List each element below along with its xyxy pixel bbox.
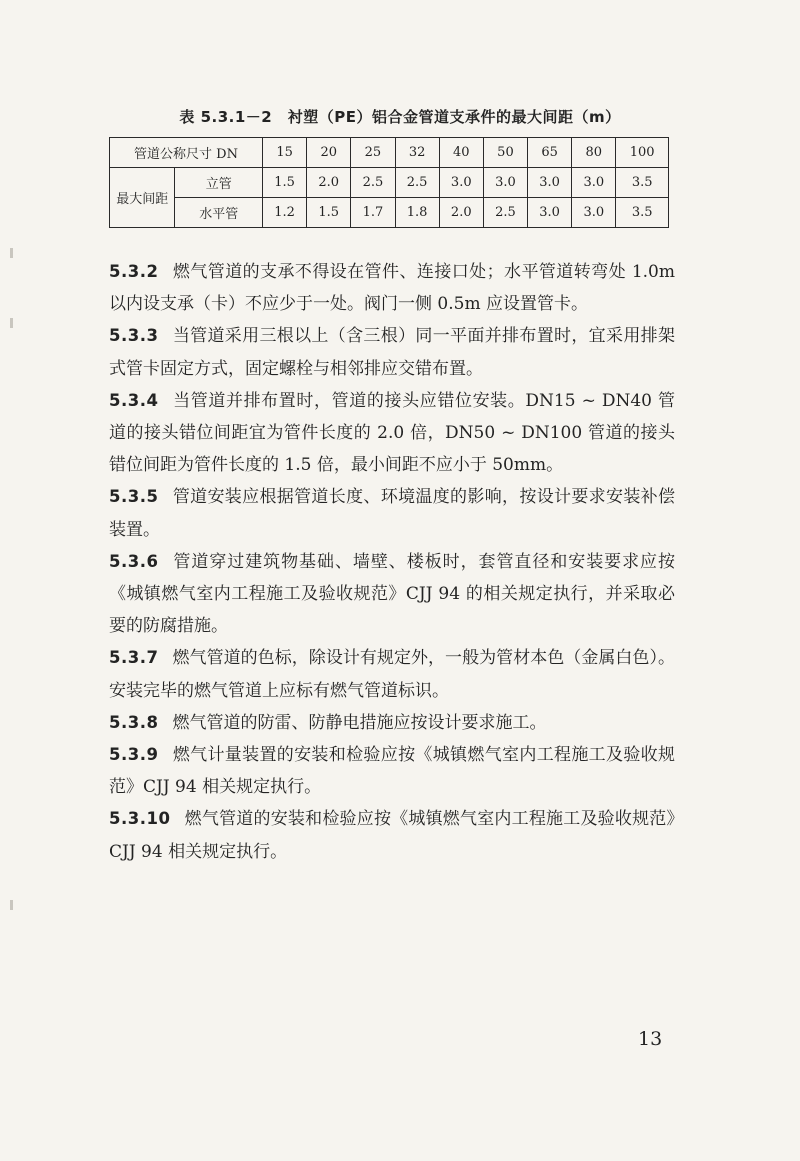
clause-number: 5.3.10	[109, 809, 171, 829]
value-cell: 1.2	[263, 198, 307, 228]
clause-number: 5.3.8	[109, 712, 159, 732]
table-row	[110, 198, 669, 228]
size-cell: 50	[483, 138, 527, 168]
value-cell: 1.5	[307, 198, 351, 228]
scan-edge-mark	[10, 900, 13, 910]
value-cell: 3.5	[616, 198, 669, 228]
max-spacing-label: 最大间距	[110, 168, 175, 228]
scan-edge-mark	[10, 318, 13, 328]
clause-text: 燃气管道的安装和检验应按《城镇燃气室内工程施工及验收规范》CJJ 94 相关规定执行。	[109, 809, 675, 862]
clause-number: 5.3.9	[109, 745, 159, 765]
clause-text: 燃气计量装置的安装和检验应按《城镇燃气室内工程施工及验收规范》CJJ 94 相关规定执行。	[109, 745, 675, 798]
table-row	[110, 168, 669, 198]
size-cell: 65	[528, 138, 572, 168]
clause-5-3-4	[109, 385, 675, 482]
clause-list	[109, 256, 675, 868]
nominal-size-header: 管道公称尺寸 DN	[110, 138, 263, 168]
value-cell: 2.5	[351, 168, 395, 198]
scan-edge-mark	[10, 248, 13, 258]
value-cell: 2.5	[483, 198, 527, 228]
value-cell: 3.0	[528, 168, 572, 198]
support-spacing-table	[109, 137, 669, 228]
clause-number: 5.3.3	[109, 326, 159, 346]
clause-5-3-8	[109, 707, 675, 739]
size-cell: 80	[572, 138, 616, 168]
clause-text: 燃气管道的色标，除设计有规定外，一般为管材本色（金属白色）。安装完毕的燃气管道上应标有燃气管道标识。	[109, 648, 675, 701]
clause-text: 燃气管道的支承不得设在管件、连接口处；水平管道转弯处 1.0m 以内设支承（卡）不应少于一处。阀门一侧 0.5m 应设置管卡。	[109, 262, 675, 315]
value-cell: 3.0	[439, 168, 483, 198]
clause-text: 当管道采用三根以上（含三根）同一平面并排布置时，宜采用排架式管卡固定方式，固定螺栓与相邻排应交错布置。	[109, 326, 675, 379]
value-cell: 2.5	[395, 168, 439, 198]
clause-number: 5.3.6	[109, 551, 159, 571]
clause-text: 管道安装应根据管道长度、环境温度的影响，按设计要求安装补偿装置。	[109, 487, 675, 540]
value-cell: 3.0	[483, 168, 527, 198]
clause-text: 管道穿过建筑物基础、墙壁、楼板时，套管直径和安装要求应按《城镇燃气室内工程施工及验收规范》CJJ 94 的相关规定执行，并采取必要的防腐措施。	[109, 551, 675, 637]
clause-text: 燃气管道的防雷、防静电措施应按设计要求施工。	[172, 712, 547, 733]
clause-number: 5.3.7	[109, 648, 159, 668]
size-cell: 20	[307, 138, 351, 168]
value-cell: 1.7	[351, 198, 395, 228]
clause-5-3-9	[109, 739, 675, 803]
clause-number: 5.3.4	[109, 390, 159, 410]
value-cell: 3.0	[572, 168, 616, 198]
value-cell: 3.5	[616, 168, 669, 198]
table-header-row	[110, 138, 669, 168]
value-cell: 3.0	[572, 198, 616, 228]
clause-5-3-6	[109, 546, 675, 643]
clause-5-3-7	[109, 642, 675, 706]
clause-5-3-5	[109, 481, 675, 545]
clause-text: 当管道并排布置时，管道的接头应错位安装。DN15 ~ DN40 管道的接头错位间距宜为管件长度的 2.0 倍，DN50 ~ DN100 管道的接头错位间距为管件长度的 1.5 倍，最小间距不应小于 50mm。	[109, 390, 675, 476]
value-cell: 2.0	[307, 168, 351, 198]
row-label-horizontal: 水平管	[175, 198, 263, 228]
value-cell: 3.0	[528, 198, 572, 228]
clause-5-3-3	[109, 320, 675, 384]
clause-number: 5.3.2	[109, 262, 159, 281]
size-cell: 15	[263, 138, 307, 168]
value-cell: 1.8	[395, 198, 439, 228]
size-cell: 32	[395, 138, 439, 168]
clause-5-3-10	[109, 803, 675, 867]
size-cell: 100	[616, 138, 669, 168]
size-cell: 25	[351, 138, 395, 168]
size-cell: 40	[439, 138, 483, 168]
row-label-vertical: 立管	[175, 168, 263, 198]
value-cell: 2.0	[439, 198, 483, 228]
table-caption: 表 5.3.1－2 衬塑（PE）铝合金管道支承件的最大间距（m）	[179, 108, 621, 126]
clause-5-3-2	[109, 256, 675, 320]
page-number: 13	[638, 1028, 663, 1050]
clause-number: 5.3.5	[109, 487, 159, 507]
value-cell: 1.5	[263, 168, 307, 198]
